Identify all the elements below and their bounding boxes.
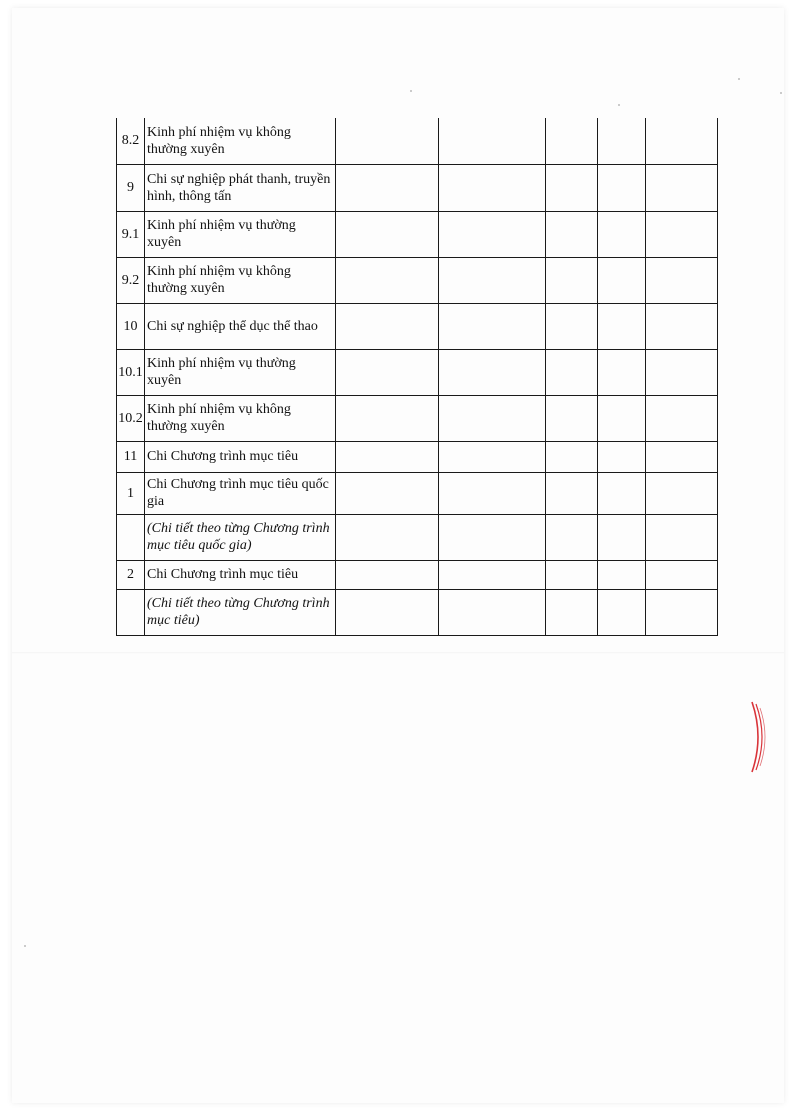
empty-value-cell (439, 164, 546, 211)
empty-value-cell (598, 164, 646, 211)
speck (24, 945, 26, 947)
empty-value-cell (546, 441, 598, 472)
empty-value-cell (546, 211, 598, 257)
row-description: (Chi tiết theo từng Chương trình mục tiêu) (145, 589, 336, 635)
empty-value-cell (336, 441, 439, 472)
empty-value-cell (439, 257, 546, 303)
row-description: Kinh phí nhiệm vụ không thường xuyên (145, 395, 336, 441)
empty-value-cell (598, 349, 646, 395)
table-row (117, 164, 718, 211)
empty-value-cell (598, 303, 646, 349)
empty-value-cell (336, 349, 439, 395)
empty-value-cell (598, 257, 646, 303)
empty-value-cell (439, 349, 546, 395)
row-number: 10 (117, 303, 145, 349)
row-number: 2 (117, 560, 145, 589)
row-description: Kinh phí nhiệm vụ thường xuyên (145, 211, 336, 257)
empty-value-cell (598, 118, 646, 164)
row-number: 10.2 (117, 395, 145, 441)
empty-value-cell (598, 589, 646, 635)
empty-value-cell (439, 303, 546, 349)
empty-value-cell (439, 514, 546, 560)
empty-value-cell (646, 257, 718, 303)
row-description: Kinh phí nhiệm vụ không thường xuyên (145, 118, 336, 164)
empty-value-cell (439, 560, 546, 589)
table-row (117, 303, 718, 349)
row-description: Chi Chương trình mục tiêu (145, 441, 336, 472)
empty-value-cell (598, 395, 646, 441)
row-description: Kinh phí nhiệm vụ không thường xuyên (145, 257, 336, 303)
empty-value-cell (336, 395, 439, 441)
row-description: Chi Chương trình mục tiêu quốc gia (145, 472, 336, 514)
empty-value-cell (646, 118, 718, 164)
empty-value-cell (439, 472, 546, 514)
row-description: Chi Chương trình mục tiêu (145, 560, 336, 589)
table-row (117, 118, 718, 164)
row-description: (Chi tiết theo từng Chương trình mục tiêu quốc gia) (145, 514, 336, 560)
row-number (117, 514, 145, 560)
row-number: 1 (117, 472, 145, 514)
row-description: Chi sự nghiệp phát thanh, truyền hình, thông tấn (145, 164, 336, 211)
table-row (117, 589, 718, 635)
table-row (117, 211, 718, 257)
empty-value-cell (546, 514, 598, 560)
empty-value-cell (546, 349, 598, 395)
empty-value-cell (336, 472, 439, 514)
speck (738, 78, 740, 80)
empty-value-cell (439, 211, 546, 257)
empty-value-cell (546, 118, 598, 164)
page-fold (12, 652, 784, 654)
empty-value-cell (336, 560, 439, 589)
empty-value-cell (598, 514, 646, 560)
speck (618, 104, 620, 106)
empty-value-cell (336, 211, 439, 257)
empty-value-cell (439, 395, 546, 441)
budget-table-body (117, 118, 718, 635)
table-row (117, 441, 718, 472)
row-number: 9.1 (117, 211, 145, 257)
empty-value-cell (439, 589, 546, 635)
table-row (117, 349, 718, 395)
row-description: Chi sự nghiệp thể dục thể thao (145, 303, 336, 349)
empty-value-cell (336, 164, 439, 211)
empty-value-cell (546, 560, 598, 589)
empty-value-cell (336, 257, 439, 303)
empty-value-cell (546, 164, 598, 211)
empty-value-cell (336, 118, 439, 164)
empty-value-cell (646, 589, 718, 635)
budget-table (116, 118, 718, 636)
empty-value-cell (646, 441, 718, 472)
empty-value-cell (439, 118, 546, 164)
empty-value-cell (598, 560, 646, 589)
empty-value-cell (646, 514, 718, 560)
empty-value-cell (336, 589, 439, 635)
empty-value-cell (546, 472, 598, 514)
table-row (117, 472, 718, 514)
row-number: 8.2 (117, 118, 145, 164)
empty-value-cell (646, 472, 718, 514)
row-description: Kinh phí nhiệm vụ thường xuyên (145, 349, 336, 395)
empty-value-cell (646, 395, 718, 441)
empty-value-cell (598, 211, 646, 257)
empty-value-cell (546, 257, 598, 303)
empty-value-cell (646, 211, 718, 257)
empty-value-cell (546, 589, 598, 635)
empty-value-cell (646, 164, 718, 211)
row-number: 9 (117, 164, 145, 211)
empty-value-cell (546, 395, 598, 441)
speck (780, 92, 782, 94)
empty-value-cell (439, 441, 546, 472)
empty-value-cell (598, 441, 646, 472)
speck (410, 90, 412, 92)
empty-value-cell (646, 560, 718, 589)
empty-value-cell (598, 472, 646, 514)
table-row (117, 514, 718, 560)
row-number: 9.2 (117, 257, 145, 303)
table-row (117, 257, 718, 303)
empty-value-cell (336, 514, 439, 560)
seal-stamp-edge (748, 700, 770, 774)
row-number: 11 (117, 441, 145, 472)
row-number (117, 589, 145, 635)
table-row (117, 395, 718, 441)
empty-value-cell (546, 303, 598, 349)
row-number: 10.1 (117, 349, 145, 395)
empty-value-cell (336, 303, 439, 349)
table-row (117, 560, 718, 589)
empty-value-cell (646, 349, 718, 395)
empty-value-cell (646, 303, 718, 349)
